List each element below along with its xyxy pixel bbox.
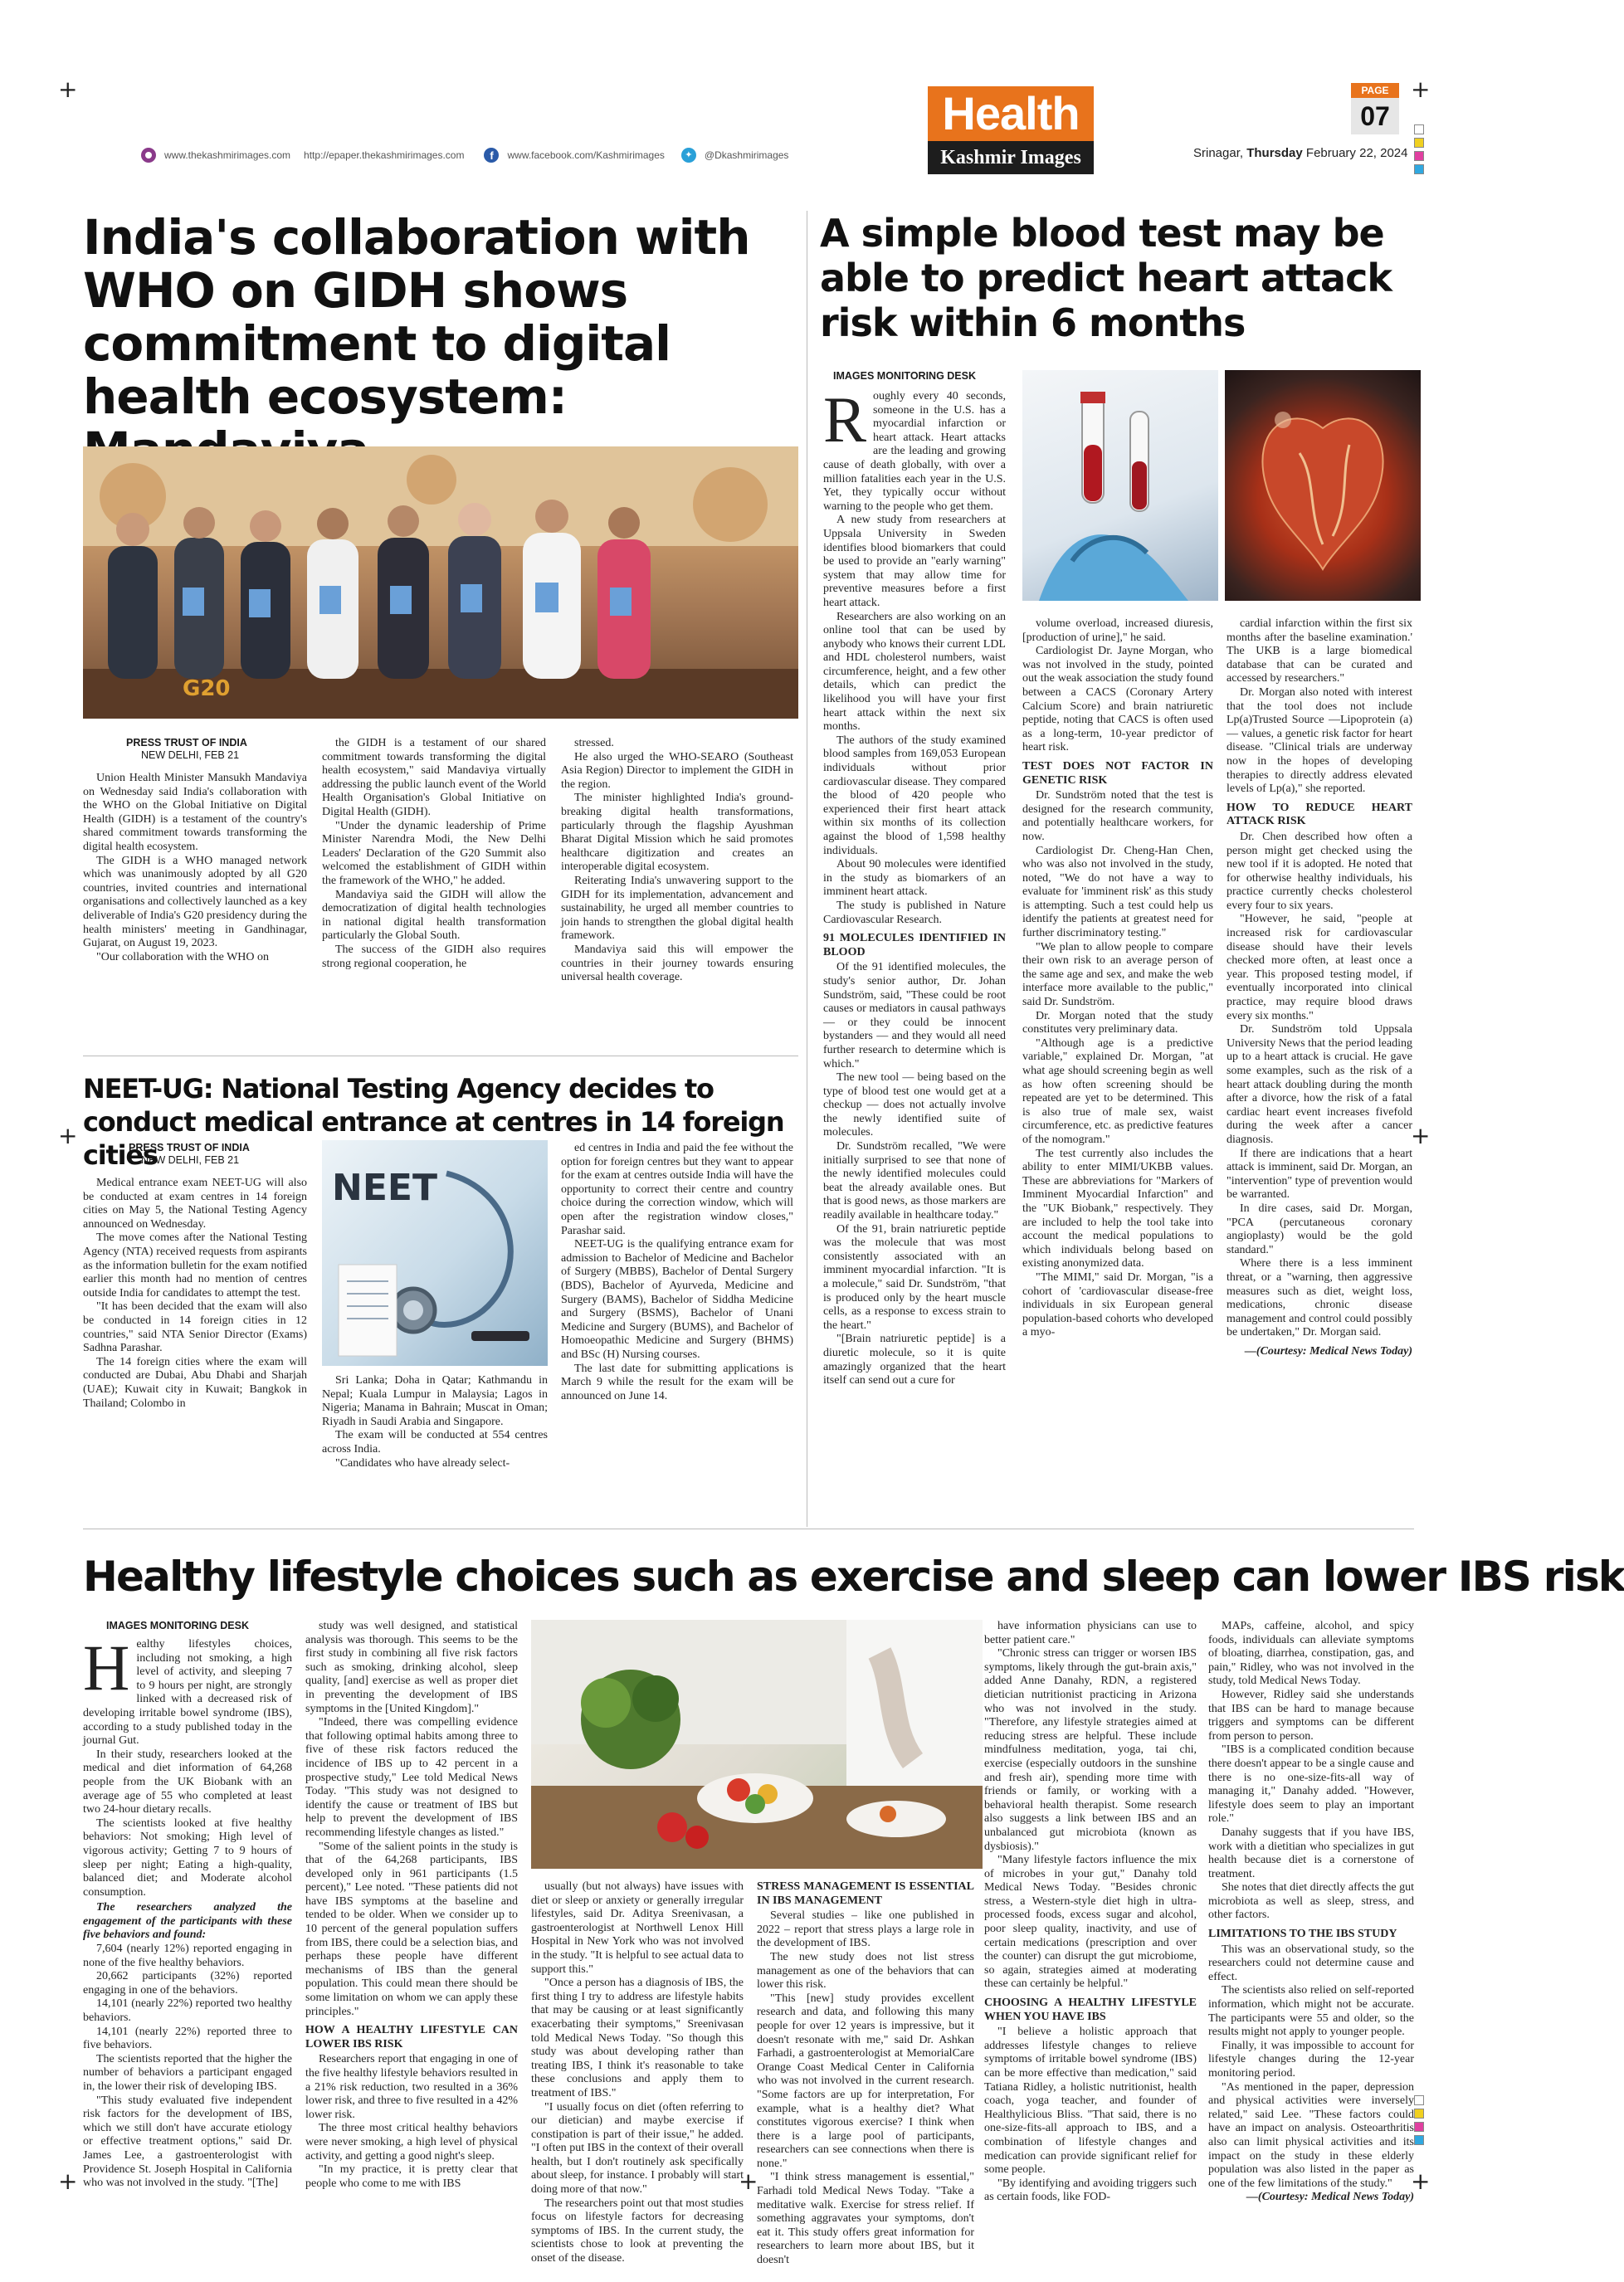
a3-col3-body-b	[1227, 831, 1412, 1340]
paragraph: MAPs, caffeine, alcohol, and spicy foods, individuals can alleviate symptoms of bloating, diarrhea, constipation, gas, and pain," Ridley, who was not involved in the study, told Medical News Today.	[1208, 1620, 1414, 1688]
paragraph: NEET-UG is the qualifying entrance exam for admission to Bachelor of Medicine and Bachelor of Surgery (MBBS), Bachelor of Dental Surgery (BDS), Bachelor of Ayurveda, Medicine and Surgery (BAMS), Bachelor of Siddha Medicine and Surgery (BSMS), Bachelor of Unani Medicine and Surgery (BUMS), and Bachelor of Homoeopathic Medicine and Surgery (BHMS) and BSc (H) Nursing courses.	[561, 1238, 793, 1361]
paragraph: "Under the dynamic leadership of Prime Minister Narendra Modi, the New Delhi Leaders' Declaration of the G20 Summit also welcomed the establishment of GIDH within the framework of the WHO," he added.	[322, 819, 546, 887]
paragraph: A new study from researchers at Uppsala University in Sweden identifies blood biomarkers that could be used to provide an "early warning" system that may allow time for preventive measures before a first heart attack.	[823, 514, 1006, 609]
a4-sub4: LIMITATIONS TO THE IBS STUDY	[1208, 1928, 1397, 1941]
paragraph: study was well designed, and statistical analysis was thorough. This seems to be the first study in combining all five risk factors such as smoking, drinking alcohol, sleep quality, [and] exercise as well as proper diet in preventing the development of IBS symptoms in the [United Kingdom]."	[305, 1620, 518, 1715]
paragraph: The study is published in Nature Cardiovascular Research.	[823, 899, 1006, 926]
a4-col6-body-b	[1208, 1943, 1414, 2192]
a4-col1-body-b	[83, 1943, 292, 2191]
a3-courtesy: —(Courtesy: Medical News Today)	[1244, 1344, 1412, 1358]
a4-col6	[1208, 1620, 1414, 2204]
paragraph: "This study evaluated five independent risk factors for the development of IBS, which we still don't have accurate etiology or effective treatment options," said Dr. James Lee, a gastroenterologist with Providence St. Joseph Hospital in California who was not involved in the study. "[The]	[83, 2094, 292, 2190]
crop-mark-top-right: +	[1411, 76, 1431, 103]
a3-col2-body	[1022, 617, 1213, 755]
paragraph: "Candidates who have already select-	[335, 1456, 510, 1470]
paragraph: In dire cases, said Dr. Morgan, "PCA (percutaneous coronary angioplasty) would be the gold standard."	[1227, 1202, 1412, 1256]
paragraph: 20,662 participants (32%) reported engaging in one of the behaviors.	[83, 1970, 292, 1997]
paragraph: Mandaviya said this will empower the countries in their journey towards ensuring universal health coverage.	[561, 943, 793, 984]
paragraph: Dr. Sundström noted that the test is designed for the research community, and potentially healthcare workers, for now.	[1022, 789, 1213, 843]
a2-photo-label: NEET	[332, 1167, 437, 1209]
paragraph: He also urged the WHO-SEARO (Southeast Asia Region) Director to implement the GIDH in the region.	[561, 750, 793, 791]
dateline-city: Srinagar,	[1193, 146, 1244, 160]
paragraph: However, Ridley said she understands that IBS can be hard to manage because triggers and symptoms can be different from person to person.	[1208, 1688, 1414, 1743]
a4-col3	[531, 1880, 744, 2265]
a3-byline: IMAGES MONITORING DESK	[833, 370, 977, 382]
a4-courtesy: —(Courtesy: Medical News Today)	[1246, 2191, 1414, 2204]
a1-event-photo	[83, 446, 798, 719]
paragraph: The exam will be conducted at 554 centres across India.	[322, 1429, 548, 1456]
color-registration-top	[1414, 124, 1426, 174]
a3-sub2: TEST DOES NOT FACTOR IN GENETIC RISK	[1022, 759, 1213, 787]
a4-sub2: STRESS MANAGEMENT IS ESSENTIAL IN IBS MANAGEMENT	[757, 1880, 974, 1907]
a4-col4-body	[757, 1909, 974, 2267]
paragraph: stressed.	[574, 737, 614, 749]
a1-headline: India's collaboration with WHO on GIDH shows commitment to digital health ecosystem:	[83, 209, 750, 425]
paragraph: 14,101 (nearly 22%) reported two healthy behaviors.	[83, 1997, 292, 2025]
paragraph: Reiterating India's unwavering support to the GIDH for its implementation, advancement and sustainability, he urged all member countries to join hands to strengthen the global digital health framework.	[561, 874, 793, 943]
paragraph: Sri Lanka; Doha in Qatar; Kathmandu in Nepal; Kuala Lumpur in Malaysia; Lagos in Nigeria; Manama in Bahrain; Muscat in Oman; Riyadh in Saudi Arabia and Singapore.	[322, 1374, 548, 1428]
section-title: Health	[928, 86, 1094, 141]
page-label: PAGE	[1351, 83, 1399, 98]
section-logo	[928, 86, 1094, 178]
paragraph: "Chronic stress can trigger or worsen IBS symptoms, likely through the gut-brain axis," added Anne Danahy, RDN, a registered dietician nutritionist practicing in Arizona who was not involved in the study. "Therefore, any lifestyle strategies aimed at reducing stress are helpful. These include mindfulness meditation, yoga, tai chi, exercise (especially outdoors in the sunshine and fresh air), spending more time with friends or family, or working with a behavioral health therapist. Some research also suggests a link between IBS and an unbalanced gut microbiota (known as dysbiosis)."	[984, 1647, 1197, 1853]
paragraph: "I believe a holistic approach that addresses lifestyle changes to relieve symptoms of irritable bowel syndrome (IBS) can be more effective than medication," said Tatiana Ridley, a holistic nutritionist, health coach, yoga teacher, and founder of Healthylicious Bliss. "That said, there is no one-size-fits-all approach to IBS, and a combination of lifestyle changes and medication can provide significant relief for some people.	[984, 2026, 1197, 2177]
paragraph: If there are indications that a heart attack is imminent, said Dr. Morgan, an "intervention" type of prevention would be warranted.	[1227, 1147, 1412, 1202]
a2-col2	[322, 1374, 548, 1519]
paragraph: "Indeed, there was compelling evidence that following optimal habits among three to five of these risk factors reduced the incidence of IBS up to 42 percent in a prospective study," Lee told Medical News Today. "This study was not designed to identify the cause or treatment of IBS but help to prevent the development of IBS recommending lifestyle changes as listed."	[305, 1716, 518, 1839]
paragraph: Dr. Sundström told Uppsala University News that the period leading up to a heart attack is crucial. He gave some examples, such as the risk of a heart attack doubling during the month after a divorce, how the risk of a fatal cardiac heart event increases fivefold during the week after a cancer diagnosis.	[1227, 1023, 1412, 1146]
paragraph: "We plan to allow people to compare their own risk to an average person of the same age and sex, and make the web interface more available to the public," said Dr. Sundström.	[1022, 940, 1213, 1009]
crop-mark-bottom-right: +	[1411, 2167, 1431, 2195]
paragraph: She notes that diet directly affects the gut microbiota as well as sleep, stress, and other factors.	[1208, 1881, 1414, 1922]
paragraph: The last date for submitting applications is March 9 while the result for the exam will be announced on June 14.	[561, 1362, 793, 1402]
paragraph: "Some of the salient points in the study is that of the 64,268 participants, IBS developed only in 961 participants (1.5 percent)," Lee noted. "These patients did not have IBS symptoms at the baseline and tended to be older. When we consider up to 10 percent of the general population suffers from IBS, there could be a selection bias, and perhaps these people have different mechanisms of IBS than the general population. This could mean there should be some limitation on whom we can apply these principles."	[305, 1840, 518, 2018]
a4-byline: IMAGES MONITORING DESK	[106, 1620, 250, 1631]
a2-neet-photo	[322, 1140, 548, 1366]
a4-sub1: HOW A HEALTHY LIFESTYLE CAN LOWER IBS RISK	[305, 2024, 518, 2050]
a1-col2	[322, 737, 546, 1046]
twitter-icon: ✦	[681, 148, 696, 163]
paragraph: "By identifying and avoiding triggers such as certain foods, like FOD-	[984, 2177, 1197, 2204]
crop-mark-top-left: +	[58, 76, 78, 103]
paragraph: In their study, researchers looked at the medical and diet information of 64,268 people from the UK Biobank with an average age of 55 who completed at least two 24-hour dietary recalls.	[83, 1748, 292, 1816]
a2-photo-art	[322, 1140, 548, 1366]
a3-col1	[823, 383, 1006, 1519]
paragraph: Mandaviya said the GIDH will allow the democratization of digital health technologies in national digital health transformation particularly the Global South.	[322, 888, 546, 943]
paragraph: usually (but not always) have issues with diet or sleep or anxiety or generally irregular lifestyles, said Dr. Aditya Sreenivasan, a gastroenterologist at Northwell Lenox Hill Hospital in New York who was not involved in the study. "It is helpful to see actual data to support this."	[531, 1880, 744, 1976]
paragraph: Dr. Chen described how often a person might get checked using the new tool if it is adopted. He noted that for otherwise healthy individuals, his practice currently checks cholesterol every four to six years.	[1227, 830, 1412, 912]
paragraph: "IBS is a complicated condition because there doesn't appear to be a single cause and there is no one-size-fits-all way of managing it," Danahy added. "However, lifestyle does seem to play an important role."	[1208, 1743, 1414, 1826]
masthead-links	[141, 146, 788, 164]
a1-dateline: NEW DELHI, FEB 21	[141, 749, 240, 761]
crop-mark-bottom-center: +	[739, 2167, 758, 2195]
paragraph: "It has been decided that the exam will also be conducted in 14 foreign cities in 12 countries," said NTA Senior Director (Exams) Sadhna Parashar.	[83, 1300, 307, 1355]
paragraph: cardial infarction within the first six months after the baseline examination.' The UKB is a large biomedical database that can be curated and accessed by researchers."	[1227, 617, 1412, 685]
a2-col3	[561, 1142, 793, 1519]
paragraph: This was an observational study, so the researchers could not determine cause and effect.	[1208, 1943, 1414, 1983]
paragraph: Cardiologist Dr. Jayne Morgan, who was not involved in the study, pointed out the weak association the study found between a CACS (Coronary Artery Calcium Score) and brain natriuretic peptide, noting that CACS is often used as a long-term, 10-year predictor of heart risk.	[1022, 645, 1213, 754]
paragraph: The move comes after the National Testing Agency (NTA) received requests from aspirants as the information bulletin for the exam notified earlier this month had no mention of centres outside India for candidates to attempt the test.	[83, 1231, 307, 1299]
page-number-box	[1351, 83, 1399, 134]
a2-dateline: NEW DELHI, FEB 21	[141, 1154, 240, 1166]
a1-photo-art	[83, 446, 798, 719]
dateline-date: February 22, 2024	[1305, 146, 1408, 160]
paragraph: "The MIMI," said Dr. Morgan, "is a cohort of 'cardiovascular disease-free individuals in six European general population-based cohorts who developed a myo-	[1022, 1270, 1213, 1339]
a4-col2-body	[305, 1620, 518, 2019]
paragraph: volume overload, increased diuresis, [production of urine]," he said.	[1022, 617, 1213, 644]
issue-dateline	[1193, 146, 1407, 160]
a1-byline: PRESS TRUST OF INDIA	[126, 737, 247, 748]
a4-col2-body-b	[305, 2053, 518, 2191]
a3-col2	[1022, 617, 1213, 1519]
a2-col1	[83, 1177, 307, 1519]
a4-headline: Healthy lifestyle choices such as exercise and sleep can lower IBS risk	[83, 1553, 1624, 1601]
a4-lead: ealthy lifestyles choices, including not smoking, a high level of activity, and sleeping 7 to 9 hours per night, are strongly linked with a decreased risk of developing irritable bowel syndrome (IBS), according to a study published today in the journal Gut.	[83, 1638, 292, 1748]
paragraph: Dr. Morgan noted that the study constitutes very preliminary data.	[1022, 1009, 1213, 1036]
paragraph: Medical entrance exam NEET-UG will also be conducted at exam centres in 14 foreign cities on May 5, the National Testing Agency announced on Wednesday.	[83, 1177, 307, 1231]
a3-col2-body-b	[1022, 789, 1213, 1340]
a4-healthy-food-photo	[531, 1620, 983, 1869]
paragraph: "Our collaboration with the WHO on	[96, 950, 270, 963]
paragraph: Finally, it was impossible to account for lifestyle changes during the 12-year monitoring period.	[1208, 2039, 1414, 2080]
a4-dropcap: H	[83, 1631, 130, 1704]
a4-col6-body	[1208, 1620, 1414, 1923]
paragraph: Of the 91, brain natriuretic peptide was the molecule that was most consistently associated with an imminent myocardial infarction. "It is a molecule," said Dr. Sundström, "that is produced only by the heart muscle cells, as a response to excess strain to the heart."	[823, 1222, 1006, 1332]
a4-list-intro: The researchers analyzed the engagement of the participants with these five behaviors and found:	[83, 1901, 292, 1942]
paragraph: The GIDH is a WHO managed network which was unanimously adopted by all G20 countries, invited countries and international organisations and collectively launched as a key deliverable of India's G20 presidency during the health ministers' meeting in Gandhinagar, Gujarat, on August 19, 2023.	[83, 854, 307, 950]
a4-col5-body-b	[984, 2026, 1197, 2205]
paragraph: 14,101 (nearly 22%) reported three to five behaviors.	[83, 2025, 292, 2052]
epaper-link[interactable]: http://epaper.thekashmirimages.com	[304, 149, 465, 161]
paragraph: The success of the GIDH also requires strong regional cooperation, he	[322, 943, 546, 970]
paragraph: The scientists reported that the higher the number of behaviors a participant engaged in, the lower their risk of developing IBS.	[83, 2052, 292, 2093]
publication-name: Kashmir Images	[928, 141, 1094, 174]
paragraph: ed centres in India and paid the fee without the option for foreign centres but they want to appear for the exam at centres outside India will have the opportunity to correct their centre and country choice during the correction window, which will open after the registration window closes," Parashar said.	[561, 1142, 793, 1237]
a1-photo-label: G20	[183, 676, 231, 701]
paragraph: 7,604 (nearly 12%) reported engaging in none of the five healthy behaviors.	[83, 1943, 292, 1969]
a2-headline: NEET-UG: National Testing Agency decides to conduct medical entrance at centres in 14 foreign cities	[83, 1073, 784, 1171]
paragraph: "Once a person has a diagnosis of IBS, the first thing I try to address are lifestyle habits that may be causing or at least significantly exacerbating their symptoms," Sreenivasan told Medical News Today. "So though this study was about developing rather than treating IBS, I think it's reasonable to take these conclusions and apply them to treatment of IBS."	[531, 1977, 744, 2099]
a3-sub3: HOW TO REDUCE HEART ATTACK RISK	[1227, 801, 1412, 828]
paragraph: have information physicians can use to better patient care."	[984, 1620, 1197, 1646]
a4-col1-body	[83, 1748, 292, 1900]
crop-mark-mid-right: +	[1411, 1122, 1431, 1149]
a4-sub3: CHOOSING A HEALTHY LIFESTYLE WHEN YOU HAVE IBS	[984, 1997, 1197, 2023]
paragraph: "This [new] study provides excellent research and data, and following this many people for over 12 years is impressive, but it doesn't resonate with me," said Dr. Ashkan Farhadi, a gastroenterologist at MemorialCare Orange Coast Medical Center in California who was not involved in the current research. "Some factors are up for interpretation, For example, what is a healthy diet? What constitutes vigorous exercise? I think when there is a large pool of participants, researchers can see connections when there is none."	[757, 1992, 974, 2170]
paragraph: Danahy suggests that if you have IBS, work with a dietitian who specializes in gut health because diet is a cornerstone of treatment.	[1208, 1826, 1414, 1880]
paragraph: The minister highlighted India's ground-breaking digital health transformations, particularly through the flagship Ayushman Bharat Digital Mission which he said promotes healthcare digitization and creates an interoperable digital ecosystem.	[561, 792, 793, 874]
paragraph: The 14 foreign cities where the exam will conducted are Dubai, Abu Dhabi and Sharjah (UAE); Kuwait city in Kuwait; Bangkok in Thailand; Colombo in	[83, 1355, 307, 1410]
facebook-link[interactable]: www.facebook.com/Kashmirimages	[507, 149, 665, 161]
a3-col1-body-b	[823, 961, 1006, 1387]
a4-col4	[757, 1880, 974, 2267]
crop-mark-mid-left: +	[58, 1122, 78, 1149]
paragraph: About 90 molecules were identified in the study as biomarkers of an imminent heart attack.	[823, 858, 1006, 899]
crop-mark-bottom-left: +	[58, 2167, 78, 2195]
a3-col3-body	[1227, 617, 1412, 797]
paragraph: The test currently also includes the ability to enter MIMI/UKBB values. These are abbreviations for "Markers of Imminent Myocardial Infarction" and the "UK Biobank," respectively. They are included to help the tool take into account the medical populations to which individuals belong based on existing anonymized data.	[1022, 1147, 1213, 1270]
twitter-link[interactable]: @Dkashmirimages	[704, 149, 789, 161]
paragraph: Dr. Morgan also noted with interest that the tool does not include Lp(a)Trusted Source —Lipoprotein (a) — values, a genetic risk factor for heart disease. "Clinical trials are underway now in the hopes of developing therapies to directly address elevated levels of Lp(a)," she reported.	[1227, 685, 1412, 796]
paragraph: "Many lifestyle factors influence the mix of microbes in your gut," Danahy told Medical News Today. "Besides chronic stress, a Western-style diet high in ultra-processed foods, excess sugar and alcohol, poor sleep quality, inactivity, and use of certain medications (prescription and over the counter) can disrupt the gut microbiome, so again, strategies aimed at moderating these can certainly be helpful."	[984, 1854, 1197, 1991]
paragraph: "Although age is a predictive variable," explained Dr. Morgan, "at what age should screening begin as well as how often screening should be repeated are yet to be determined. This is also true of male sex, waist circumference, etc. as predictive features of the nomogram."	[1022, 1036, 1213, 1146]
website-link[interactable]: www.thekashmirimages.com	[164, 149, 291, 161]
paragraph: "In my practice, it is pretty clear that people who come to me with IBS	[305, 2163, 518, 2190]
a3-dropcap: R	[823, 383, 867, 456]
paragraph: Several studies – like one published in 2022 – report that stress plays a large role in the development of IBS.	[757, 1909, 974, 1950]
a3-lead: oughly every 40 seconds, someone in the U.S. has a myocardial infarction or heart attack. Heart attacks are the leading and growing cause of death globally, with over a million fatalities each year in the U.S. Yet, they typically occur without warning to the people who get them.	[823, 390, 1006, 513]
paragraph: Researchers are also working on an online tool that can be used by anybody who knows their current LDL and HDL cholesterol numbers, waist circumference, height, and a few other details, which can predict the likelihood you will have your first heart attack within the next six months.	[823, 610, 1006, 734]
paragraph: The scientists looked at five healthy behaviors: Not smoking; High level of vigorous activity; Getting 7 to 9 hours of sleep per night; Eating a high-quality, balanced diet; and Moderate alcohol consumption.	[83, 1816, 292, 1899]
paragraph: Dr. Sundström recalled, "We were initially surprised to see that none of the newly identified molecules could beat the already available ones. But that is good news, as those markers are readily available in healthcare today."	[823, 1140, 1006, 1222]
paragraph: Of the 91 identified molecules, the study's senior author, Dr. Johan Sundström, said, "These could be root causes or mediators in causal pathways — or they could be innocent bystanders — and they would all need further research to determine which is which."	[823, 961, 1006, 1070]
a3-col3	[1227, 617, 1412, 1519]
paragraph: Where there is a less imminent threat, or a "warning, then aggressive measures such as diet, weight loss, medications, chronic disease management and control could possibly be undertaken," Dr. Morgan said.	[1227, 1257, 1412, 1339]
a4-col5	[984, 1620, 1197, 2204]
paragraph: Researchers report that engaging in one of the five healthy lifestyle behaviors resulted in a 21% risk reduction, two resulted in a 36% lower risk, and three to five resulted in a 42% lower risk.	[305, 2053, 518, 2121]
facebook-icon: f	[484, 148, 499, 163]
paragraph: "I usually focus on diet (often referring to our dietician) and maybe exercise if constipation is part of their issue," he added. "I often put IBS in the context of their overall health, but I don't routinely ask specifically about sleep, for instance. I probably will start doing more of that now."	[531, 2100, 744, 2197]
globe-icon	[141, 148, 156, 163]
a4-col1	[83, 1631, 292, 2190]
a4-photo-art	[531, 1620, 983, 1869]
paragraph: Union Health Minister Mansukh Mandaviya on Wednesday said India's collaboration with the WHO on the Global Initiative on Digital Health (GIDH) is a testament of the country's shared commitment towards transforming the digital health ecosystem.	[83, 772, 307, 853]
dateline-day: Thursday	[1246, 146, 1303, 160]
a4-col2	[305, 1620, 518, 2190]
paragraph: "However, he said, "people at increased risk for cardiovascular disease should have their levels checked more often, at least once a year. This proposed testing model, if eventually incorporated into clinical practice, may require blood draws every six months."	[1227, 913, 1412, 1022]
page-number: 07	[1351, 98, 1399, 134]
a1-col1	[83, 772, 307, 1046]
paragraph: "As mentioned in the paper, depression and physical activities were inversely related," said Lee. "These factors could have an impact on analysis. Osteoarthritis also can limit physical activities and its impact on the study in these elderly population was also listed in the paper as one of the few limitations of the study."	[1208, 2080, 1414, 2190]
a2-byline: PRESS TRUST OF INDIA	[129, 1142, 250, 1153]
color-registration-bottom	[1414, 2095, 1426, 2145]
a3-headline: A simple blood test may be able to predict heart attack risk within 6 months	[820, 211, 1392, 345]
a3-photo1-art	[1022, 370, 1218, 601]
paragraph: the GIDH is a testament of our shared commitment towards transforming the digital health ecosystem," said Mandaviya virtually addressing the public launch event of the World Health Organisation's Global Initiative on Digital Health (GIDH).	[322, 737, 546, 818]
a3-sub1: 91 MOLECULES IDENTIFIED IN BLOOD	[823, 932, 1006, 958]
paragraph: The three most critical healthy behaviors were never smoking, a high level of physical activity, and getting a good night's sleep.	[305, 2122, 518, 2163]
paragraph: "I think stress management is essential," Farhadi told Medical News Today. "Take a meditative walk. Exercise for stress relief. If something aggravates your symptoms, don't eat it. This study offers great information for researchers to learn more about IBS, but it doesn't	[757, 2171, 974, 2267]
a3-heart-photo	[1225, 370, 1421, 601]
a4-col5-body	[984, 1620, 1197, 1992]
paragraph: The scientists also relied on self-reported information, which might not be accurate. The participants were 55 and older, so the results might not apply to younger people.	[1208, 1984, 1414, 2039]
paragraph: The new tool — being based on the type of blood test one would get at a checkup — does not actually involve the newly identified suite of molecules.	[823, 1071, 1006, 1139]
a3-col1-body	[823, 514, 1006, 927]
paragraph: The new study does not list stress management as one of the behaviors that can lower this risk.	[757, 1950, 974, 1992]
a3-blood-test-photo	[1022, 370, 1218, 601]
paragraph: The authors of the study examined blood samples from 169,053 European individuals without prior cardiovascular disease. They compared the blood of 420 people who experienced their first heart attack within six months of its collection against the blood of 1,598 healthy individuals.	[823, 734, 1006, 857]
paragraph: Cardiologist Dr. Cheng-Han Chen, who was also not involved in the study, noted, "We do not have a way to evaluate for 'imminent risk' as this study is attempting. Such a test could help us identify the patients at greatest need for further discriminatory testing."	[1022, 844, 1213, 940]
a1-col3	[561, 737, 793, 1046]
paragraph: "[Brain natriuretic peptide] is a diuretic molecule, so it is quite amazingly organized that the heart itself can send out a cure for	[823, 1333, 1006, 1387]
paragraph: The researchers point out that most studies focus on lifestyle factors for decreasing symptoms of IBS. In the current study, the scientists chose to look at preventing the onset of the disease.	[531, 2197, 744, 2265]
a3-photo2-art	[1225, 370, 1421, 601]
